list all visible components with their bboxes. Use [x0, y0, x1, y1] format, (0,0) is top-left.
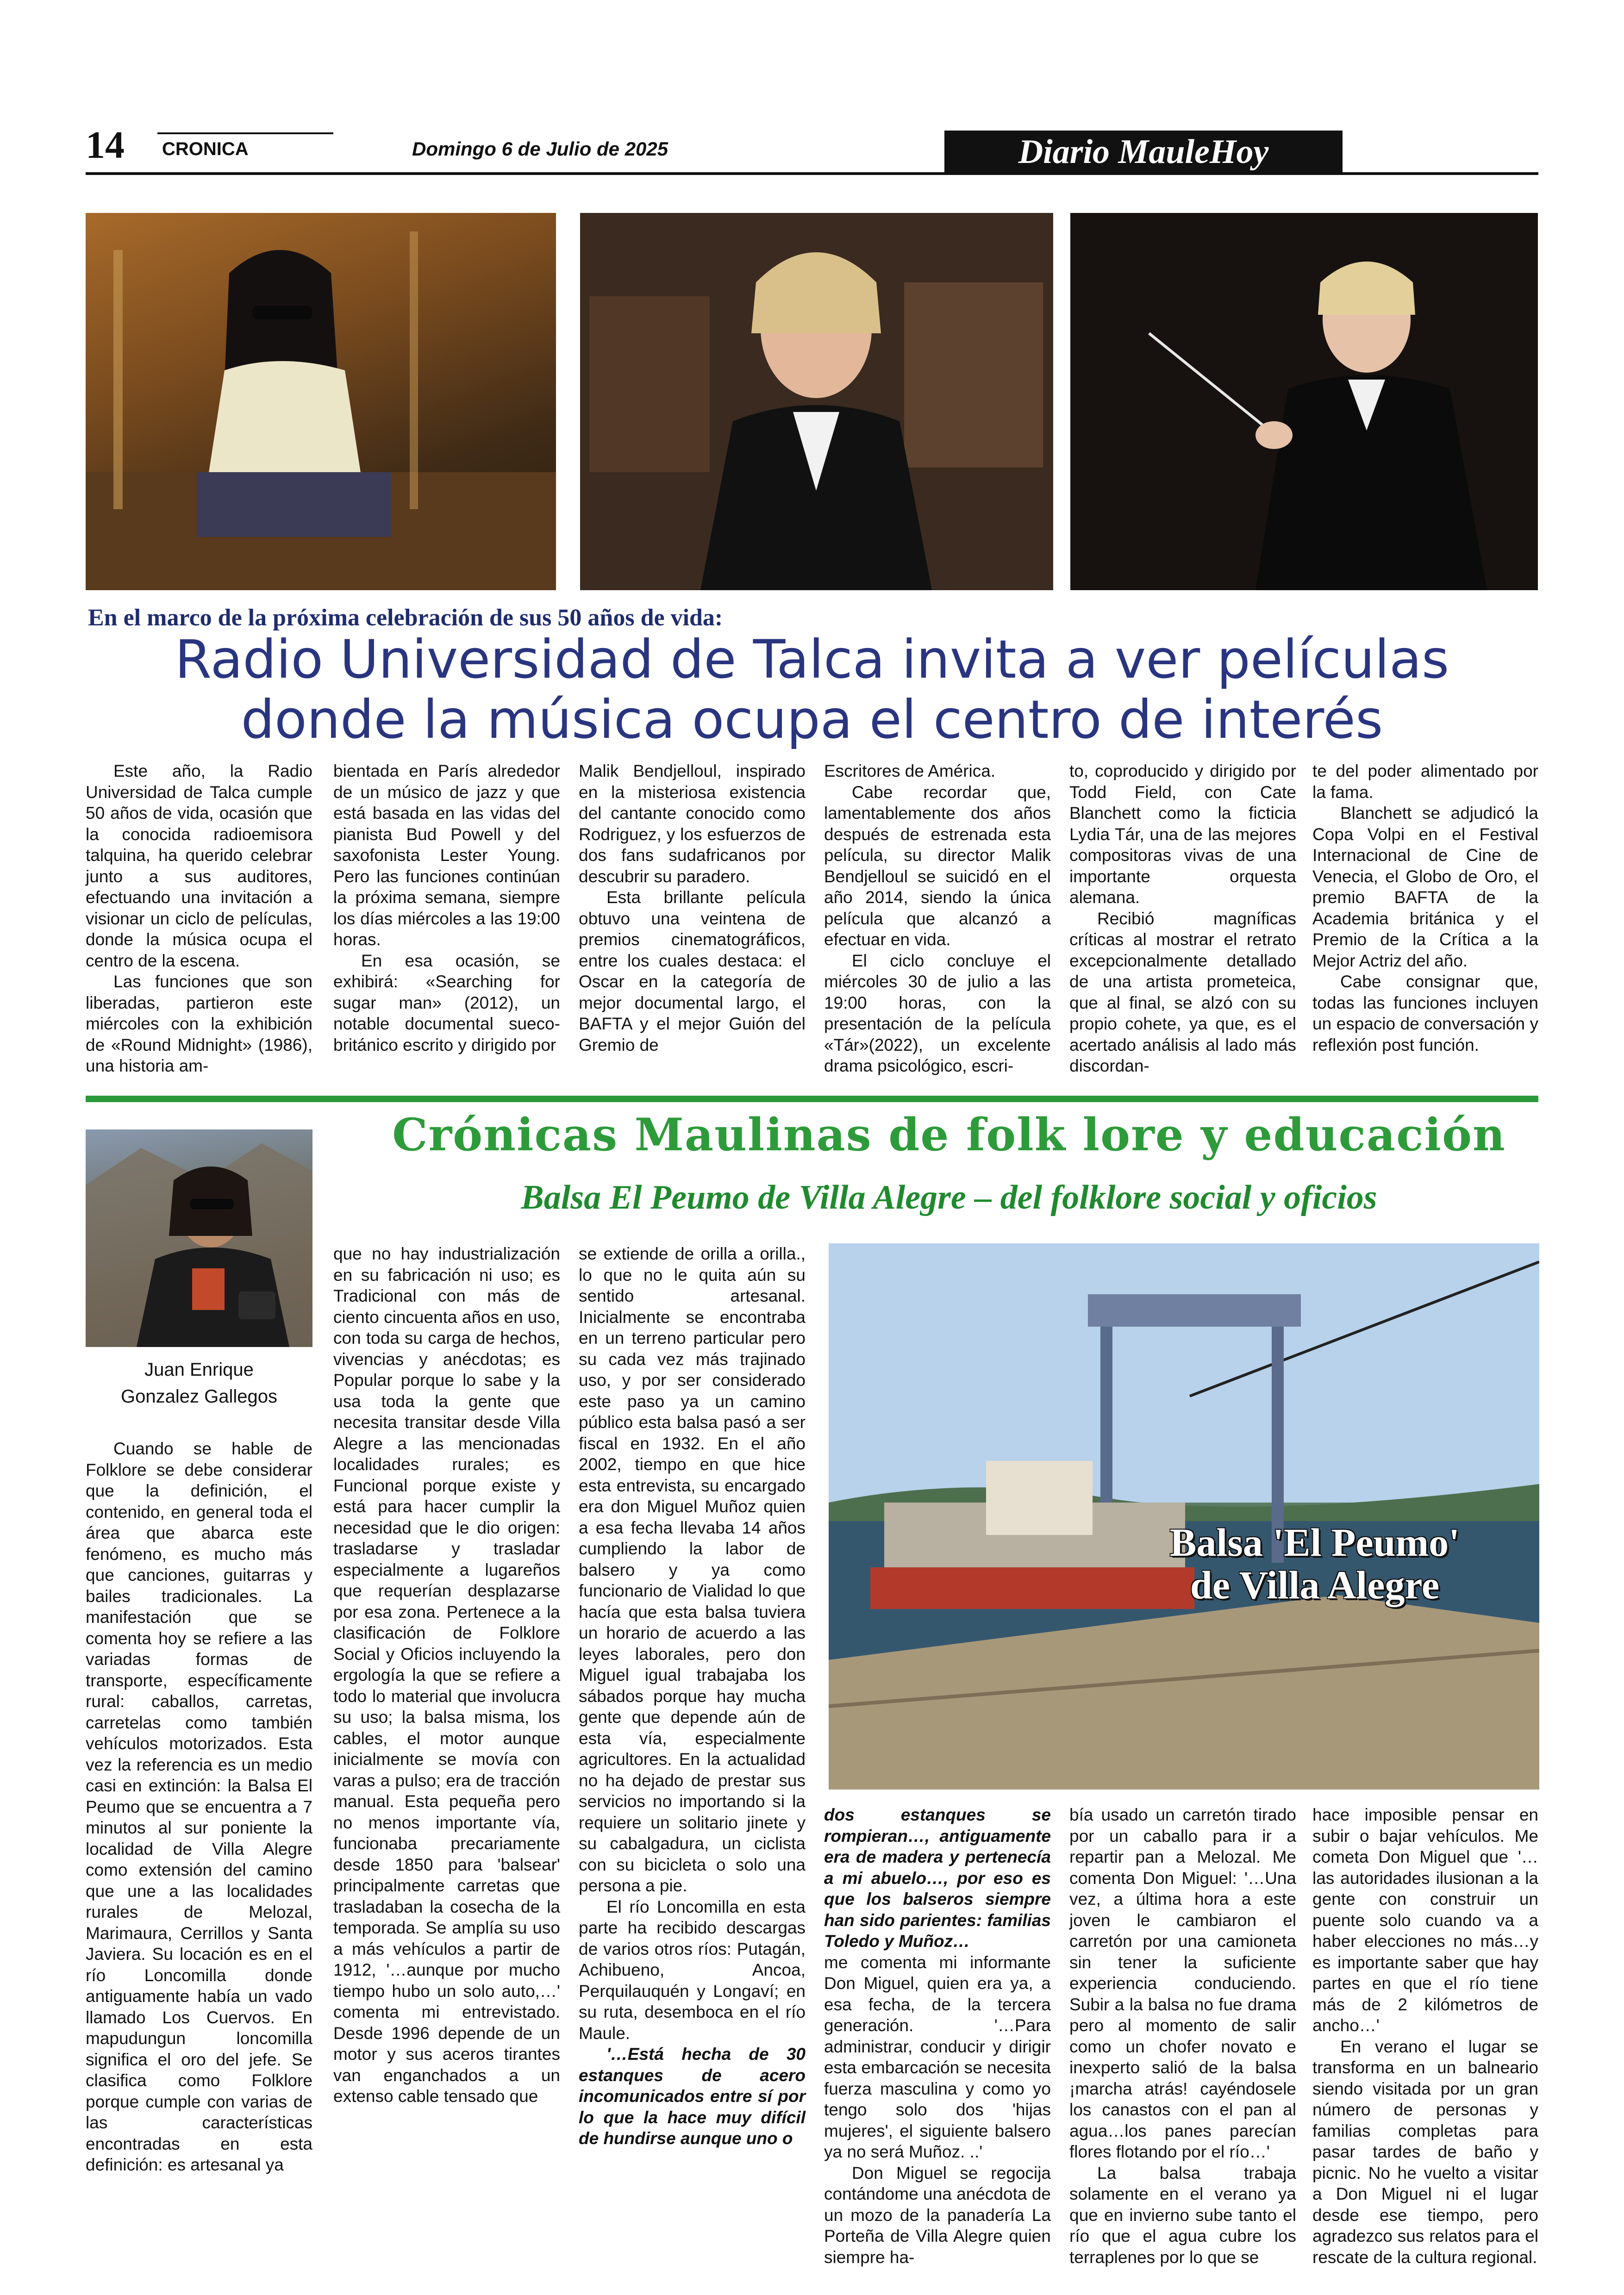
- photo-musician-sitting: [86, 213, 556, 590]
- article2-quote: dos estanques se rompieran…, antiguamente era de madera y pertenecía a mi abuelo…, por eso es que los balseros siempre han sido parientes: familias Toledo y Muñoz…: [824, 1805, 1051, 1951]
- article2-paragraph: Cuando se hable de Folklore se debe considerar que la definición, el contenido, en general toda el área que abarca este fenómeno, es mucho más que canciones, guitarras y bailes tradicionales. La manifestación que se comenta hoy se refiere a las variadas formas de transporte, específicamente rural: caballos, carretas, carretelas como también vehículos motorizados. Esta vez la referencia es un medio casi en extinción: la Balsa El Peumo que se encuentra a 7 minutos al sur poniente la localidad de Villa Alegre como extensión del camino que une a las localidades rurales de Melozal, Marimaura, Cerrillos y Santa Javiera. Su locación es en el río Loncomilla donde antiguamente había un vado llamado Los Cuervos. En mapudungun loncomilla significa el oro del jefe. Se clasifica como Folklore porque cumple con varias de las características encontradas en esta definición: es artesanal ya: [86, 1439, 312, 2174]
- article2-paragraph: se extiende de orilla a orilla., lo que no le quita aún su sentido artesanal. Inicialmente se encontraba en un terreno particular pero su cada vez más trajinado uso, y por ser considerado este paso ya un camino público esta balsa pasó a ser fiscal en 1932. En el año 2002, tiempo en que hice esta entrevista, su encargado era don Miguel Muñoz quien a esa fecha llevaba 14 años cumpliendo la labor de balsero y ya como funcionario de Vialidad lo que hacía que esta balsa tuviera un horario de acuerdo a las leyes laborales, pero don Miguel igual trabajaba los sábados porque hay mucha gente que depende aún de esta vía, especialmente agricultores. En la actualidad no ha dejado de prestar sus servicios no importando si la requiere un solitario jinete y su cabalgadura, un ciclista con su bicicleta o solo una persona a pie.: [579, 1244, 806, 1895]
- header-rule: [86, 172, 1538, 175]
- author-byline: [86, 1356, 312, 1410]
- article2-quote: '…Está hecha de 30 estanques de acero incomunicados entre sí por lo que la hace muy difícil de hundirse aunque uno o: [579, 2045, 806, 2148]
- article2-paragraph: que no hay industrialización en su fabricación ni uso; es Tradicional con más de ciento cincuenta años en uso, con toda su carga de hechos, vivencias y anécdotas; es Popular porque lo sabe y la usa toda la gente que necesita transitar desde Villa Alegre a las mencionadas localidades rurales; es Funcional porque existe y está para hacer cumplir la necesidad que le dio origen: trasladarse y trasladar especialmente a lugareños que requerían desplazarse por esa zona. Pertenece a la clasificación de Folklore Social y Oficios incluyendo la ergología la que se refiere a todo lo material que involucra su uso; la balsa misma, los cables, el motor aunque inicialmente se movía con varas a pulso; era de tracción manual. Esta pequeña pero no menos importante vía, funcionaba precariamente desde 1850 para 'balsear' principalmente carretas que trasladaban la cosecha de la temporada. Se amplía su uso a más vehículos a partir de 1912, '…aunque por mucho tiempo hubo un solo auto,…' comenta mi entrevistado. Desde 1996 depende de un motor y sus aceros tirantes van enganchados a un extenso cable tensado que: [333, 1244, 560, 2106]
- article1-paragraph: te del poder alimentado por la fama.: [1312, 761, 1538, 802]
- article2-column-1: [86, 1438, 312, 2176]
- article2-paragraph: La balsa trabaja solamente en el verano ya que en invierno sube tanto el río que el agua cubre los terraplenes por lo que se: [1069, 2163, 1296, 2267]
- column-subtitle: Balsa El Peumo de Villa Alegre – del folklore social y oficios: [521, 1179, 1377, 1216]
- article-headline: [86, 630, 1538, 750]
- article2-paragraph: En verano el lugar se transforma en un balneario siendo visitada por un gran número de personas y familias completas para pasar tardes de baño y picnic. No he vuelto a visitar a Don Miguel ni el lugar desde ese tiempo, pero agradezco sus relatos para el rescate de la cultura regional.: [1312, 2037, 1538, 2267]
- photo-conductor-closeup: [580, 213, 1053, 590]
- caption-line-1: Balsa 'El Peumo': [1170, 1520, 1460, 1565]
- photo-caption: [1143, 1521, 1486, 1606]
- article2-column-3: [579, 1243, 806, 2149]
- photo-conductor-baton: [1070, 213, 1538, 590]
- section-label: CRONICA: [162, 139, 249, 159]
- article1-column-3: [579, 761, 806, 1055]
- article1-paragraph: En esa ocasión, se exhibirá: «Searching for sugar man» (2012), un notable documental sueco-británico escrito y dirigido por: [333, 951, 560, 1054]
- article1-column-2: [333, 761, 560, 1055]
- photo-balsa-el-peumo: [829, 1243, 1539, 1790]
- article2-paragraph: me comenta mi informante Don Miguel, quien era ya, a esa fecha, de la tercera generación. '…Para administrar, conducir y dirigir esta embarcación se necesita fuerza masculina y como yo tengo solo dos 'hijas mujeres', el siguiente balsero ya no será Muñoz. ..': [824, 1952, 1051, 2161]
- article2-paragraph: bía usado un carretón tirado por un caballo para ir a repartir pan a Melozal. Me comenta Don Miguel: '…Una vez, a última hora a este joven le cambiaron el carretón por una camioneta sin tener la suficiente experiencia conduciendo. Subir a la balsa no fue drama pero al momento de salir como un chofer novato e inexperto salió de la balsa ¡marcha atrás! cayéndosele los canastos con el pan al agua…los panes parecían flores flotando por el río…': [1069, 1805, 1296, 2161]
- article1-paragraph: bientada en París alrededor de un músico de jazz y que está basada en las vidas del pianista Bud Powell y del saxofonista Lester Young. Pero las funciones continúan la próxima semana, siempre los días miércoles a las 19:00 horas.: [333, 761, 560, 949]
- article2-paragraph: hace imposible pensar en subir o bajar vehículos. Me cometa Don Miguel que '…las autoridades ilusionan a la gente con construir un puente solo cuando va a haber elecciones no más…y es importante saber que hay partes en que el río tiene más de 2 kilómetros de ancho…': [1312, 1805, 1538, 2035]
- article2-column-6: [1312, 1804, 1538, 2268]
- article1-column-4: [824, 761, 1051, 1077]
- article2-column-2: [333, 1243, 560, 2107]
- page-number: 14: [86, 124, 125, 167]
- article1-column-6: [1312, 761, 1538, 1055]
- author-first-name: Juan Enrique: [144, 1360, 254, 1380]
- article2-paragraph: Don Miguel se regocija contándome una anécdota de un mozo de la panadería La Porteña de Villa Alegre quien siempre ha-: [824, 2163, 1051, 2267]
- article1-paragraph: Escritores de América.: [824, 761, 996, 780]
- header-top-rule: [157, 132, 333, 134]
- article1-paragraph: to, coproducido y dirigido por Todd Field, con Cate Blanchett como la ficticia Lydia Tár, una de las mejores compositoras vivas de una importante orquesta alemana.: [1069, 761, 1296, 907]
- article1-paragraph: Cabe consignar que, todas las funciones incluyen un espacio de conversación y reflexión post función.: [1312, 972, 1538, 1054]
- article1-paragraph: El ciclo concluye el miércoles 30 de julio a las 19:00 horas, con la presentación de la película «Tár»(2022), un excelente drama psicológico, escri-: [824, 951, 1051, 1075]
- article1-paragraph: Recibió magníficas críticas al mostrar el retrato excepcionalmente detallado de una artista prometeica, que al final, se alzó con su propio cohete, ya que, es el acertado análisis al lado más discordan-: [1069, 909, 1296, 1075]
- article1-paragraph: Este año, la Radio Universidad de Talca cumple 50 años de vida, ocasión que la conocida radioemisora talquina, ha querido celebrar junto a sus auditores, efectuando una invitación a visionar un ciclo de películas, donde la música ocupa el centro de la escena.: [86, 761, 312, 970]
- article1-column-5: [1069, 761, 1296, 1077]
- article1-paragraph: Blanchett se adjudicó la Copa Volpi en el Festival Internacional de Cine de Venecia, el Globo de Oro, el premio BAFTA de la Academia británica y el Premio de la Crítica a la Mejor Actriz del año.: [1312, 804, 1538, 970]
- headline-line-1: Radio Universidad de Talca invita a ver películas: [175, 629, 1449, 690]
- article2-column-4: [824, 1804, 1051, 2268]
- author-last-name: Gonzalez Gallegos: [121, 1386, 277, 1407]
- caption-line-2: de Villa Alegre: [1190, 1563, 1440, 1607]
- column-title: Crónicas Maulinas de folk lore y educación: [392, 1109, 1506, 1161]
- article1-paragraph: Esta brillante película obtuvo una veintena de premios cinematográficos, entre los cuales destaca: el Oscar en la categoría de mejor documental largo, el BAFTA y el mejor Guión del Gremio de: [579, 888, 806, 1054]
- newspaper-brand: Diario MauleHoy: [944, 131, 1343, 173]
- article1-paragraph: Malik Bendjelloul, inspirado en la misteriosa existencia del cantante conocido como Rodriguez, y los esfuerzos de dos fans sudafricanos por descubrir su paradero.: [579, 761, 806, 886]
- article1-column-1: [86, 761, 312, 1077]
- article1-paragraph: Las funciones que son liberadas, partieron este miércoles con la exhibición de «Round Midnight» (1986), una historia am-: [86, 972, 312, 1075]
- author-photo: [86, 1129, 312, 1347]
- article-kicker: En el marco de la próxima celebración de sus 50 años de vida:: [88, 605, 723, 631]
- section-divider: [86, 1096, 1538, 1102]
- article2-paragraph: El río Loncomilla en esta parte ha recibido descargas de varios otros ríos: Putagán, Achibueno, Ancoa, Perquilauquén y Longaví; en su ruta, desemboca en el río Maule.: [579, 1897, 806, 2043]
- issue-date: Domingo 6 de Julio de 2025: [412, 138, 668, 160]
- headline-line-2: donde la música ocupa el centro de interés: [241, 689, 1383, 750]
- article1-paragraph: Cabe recordar que, lamentablemente dos años después de estrenada esta película, su director Malik Bendjelloul se suicidó en el año 2014, siendo la única película que alcanzó a efectuar en vida.: [824, 782, 1051, 949]
- article2-column-5: [1069, 1804, 1296, 2268]
